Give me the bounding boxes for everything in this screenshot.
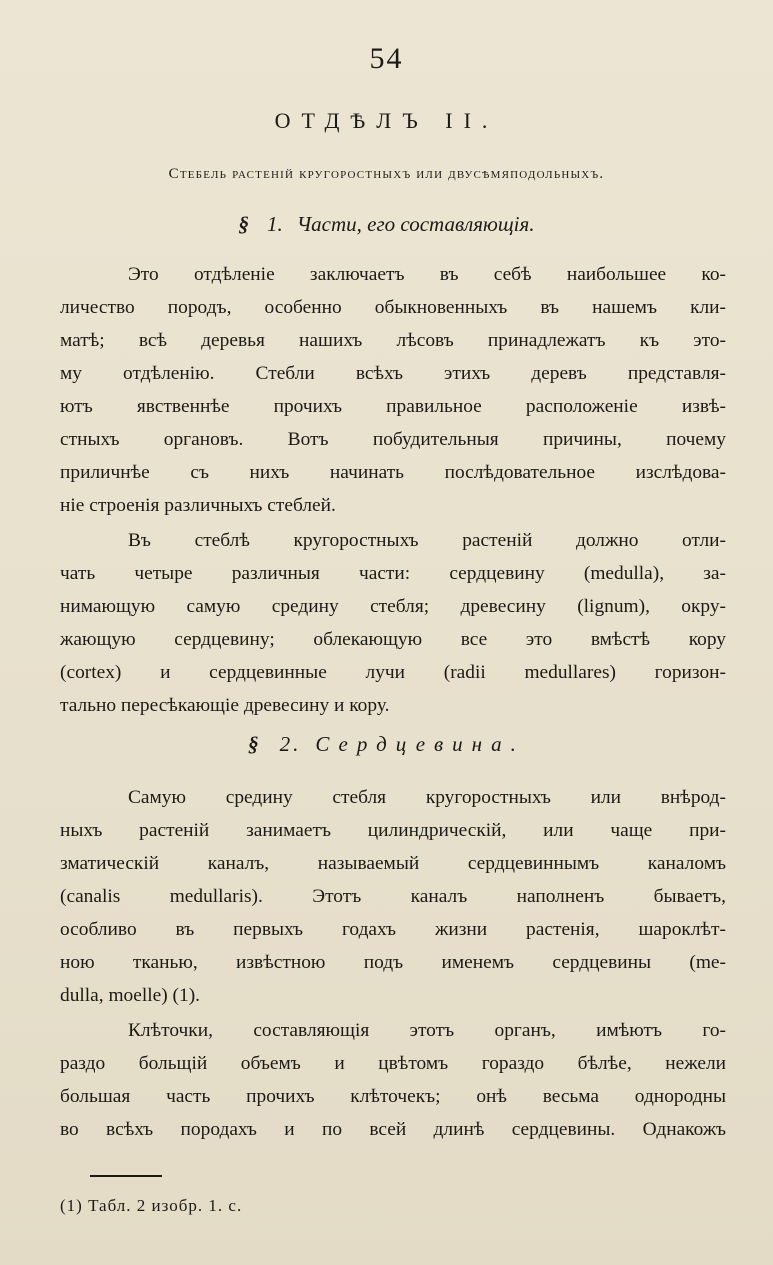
text-line: большая часть прочихъ клѣточекъ; онѣ весьма однородны [60, 1086, 726, 1107]
text-line: во всѣхъ породахъ и по всей длинѣ сердцевины. Однакожъ [60, 1119, 726, 1140]
text-line: жающую сердцевину; облекающую все это вмѣстѣ кору [60, 629, 726, 650]
paragraph-2-heading [0, 732, 773, 757]
text-line: ютъ явственнѣе прочихъ правильное расположеніе извѣ- [60, 396, 726, 417]
section-sign: § [248, 732, 262, 756]
text-line: Это отдѣленіе заключаетъ въ себѣ наибольшее ко- [128, 264, 726, 285]
paragraph-1-heading [0, 212, 773, 237]
section-sign: § [238, 212, 249, 236]
footnote-rule [90, 1175, 162, 1177]
text-line: тально пересѣкающіе древесину и кору. [60, 695, 390, 716]
text-line: (cortex) и сердцевинные лучи (radii medullares) горизон- [60, 662, 726, 683]
page-number: 54 [369, 42, 404, 75]
paragraph-title: Части, его составляющія. [296, 212, 535, 236]
text-line: зматическій каналъ, называемый сердцевиннымъ каналомъ [60, 853, 726, 874]
text-line: Самую средину стебля кругоростныхъ или внѣрод- [128, 787, 726, 808]
text-line: dulla, moelle) (1). [60, 985, 200, 1006]
text-line: особливо въ первыхъ годахъ жизни растенія, шароклѣт- [60, 919, 726, 940]
section-subtitle: Стебель растеній кругоростныхъ или двусѣмяподольныхъ. [168, 166, 605, 182]
section-heading: ОТДѢЛЪ II. [274, 108, 499, 133]
text-line: матѣ; всѣ деревья нашихъ лѣсовъ принадлежатъ къ это- [60, 330, 726, 351]
text-line: раздо больщій объемъ и цвѣтомъ гораздо бѣлѣе, нежели [60, 1053, 726, 1074]
text-line: стныхъ органовъ. Вотъ побудительныя причины, почему [60, 429, 726, 450]
text-line: ною тканью, извѣстною подъ именемъ сердцевины (me- [60, 952, 726, 973]
text-line: чать четыре различныя части: сердцевину (medulla), за- [60, 563, 726, 584]
footnote: (1) Табл. 2 изобр. 1. с. [60, 1196, 243, 1215]
paragraph-number: 2. [279, 732, 302, 756]
text-line: личество породъ, особенно обыкновенныхъ въ нашемъ кли- [60, 297, 726, 318]
text-line: му отдѣленію. Стебли всѣхъ этихъ деревъ представля- [60, 363, 726, 384]
text-line: ныхъ растеній занимаетъ цилиндрическій, или чаще при- [60, 820, 726, 841]
text-line: Въ стеблѣ кругоростныхъ растеній должно отли- [128, 530, 726, 551]
text-line: (canalis medullaris). Этотъ каналъ наполненъ бываетъ, [60, 886, 726, 907]
paragraph-title: Сердцевина. [315, 732, 525, 756]
text-line: приличнѣе съ нихъ начинать послѣдовательное изслѣдова- [60, 462, 726, 483]
paragraph-number: 1. [266, 212, 283, 236]
text-line: ніе строенія различныхъ стеблей. [60, 495, 336, 516]
text-line: Клѣточки, составляющія этотъ органъ, имѣютъ го- [128, 1020, 726, 1041]
text-line: нимающую самую средину стебля; древесину (lignum), окру- [60, 596, 726, 617]
